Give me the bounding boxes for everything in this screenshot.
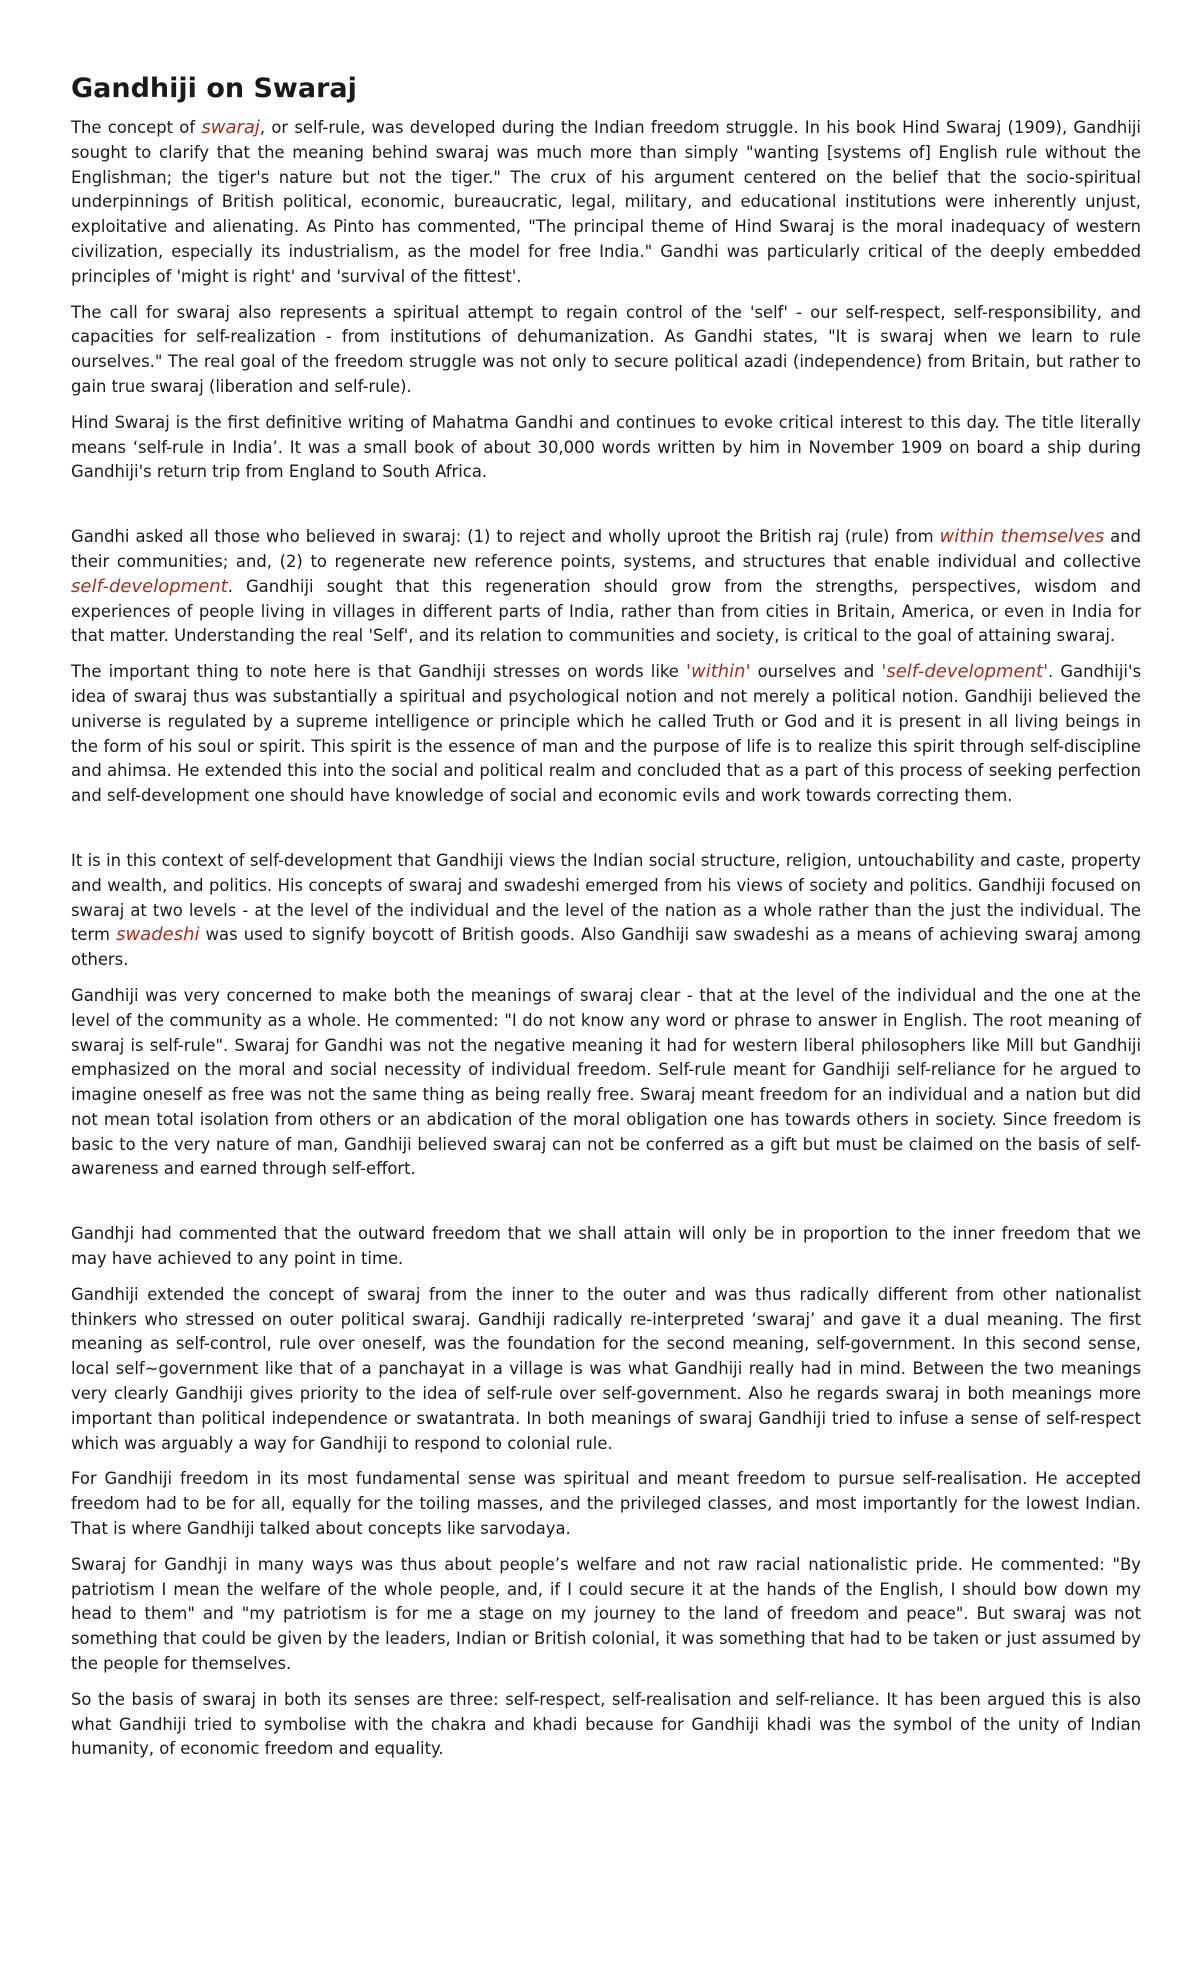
paragraph-12	[71, 1688, 1141, 1762]
paragraph-11	[71, 1553, 1141, 1677]
paragraph-text: So the basis of swaraj in both its senses are three: self-respect, self-realisation and self-reliance. It has been argued this is also what Gandhiji tried to symbolise with the chakra and khadi because for Gandhiji khadi was the symbol of the unity of Indian humanity, of economic freedom and equality.	[71, 1689, 1141, 1759]
highlighted-term: swadeshi	[116, 924, 200, 946]
paragraph-text: Gandhi asked all those who believed in swaraj: (1) to reject and wholly uproot the British raj (rule) from	[71, 527, 940, 547]
paragraph-text: For Gandhiji freedom in its most fundamental sense was spiritual and meant freedom to pursue self-realisation. He accepted freedom had to be for all, equally for the toiling masses, and the privileged classes, and most importantly for the lowest Indian. That is where Gandhiji talked about concepts like sarvodaya.	[71, 1469, 1141, 1539]
paragraph-7	[71, 984, 1141, 1182]
paragraph-text: . Gandhiji's idea of swaraj thus was substantially a spiritual and psychological notion and not merely a political notion. Gandhiji believed the universe is regulated by a supreme intelligence or principle which he called Truth or God and it is present in all living beings in the form of his soul or spirit. This spirit is the essence of man and the purpose of life is to realize this spirit through self-discipline and ahimsa. He extended this into the social and political realm and concluded that as a part of this process of seeking perfection and self-development one should have knowledge of social and economic evils and work towards correcting them.	[71, 662, 1141, 806]
paragraph-text: . Gandhiji sought that this regeneration should grow from the strengths, perspectives, wisdom and experiences of people living in villages in different parts of India, rather than from cities in Britain, America, or even in India for that matter. Understanding the real 'Self', and its relation to communities and society, is critical to the goal of attaining swaraj.	[71, 576, 1141, 646]
paragraph-text: The concept of	[71, 118, 202, 137]
paragraph-4	[71, 525, 1141, 649]
paragraph-8	[71, 1222, 1141, 1272]
paragraph-5	[71, 660, 1141, 809]
paragraph-text: Hind Swaraj is the first definitive writing of Mahatma Gandhi and continues to evoke critical interest to this day. The title literally means ‘self-rule in India’. It was a small book of about 30,000 words written by him in November 1909 on board a ship during Gandhiji's return trip from England to South Africa.	[71, 412, 1141, 482]
highlighted-term: swaraj	[201, 117, 260, 138]
paragraph-text: Gandhiji extended the concept of swaraj from the inner to the outer and was thus radically different from other nationalist thinkers who stressed on outer political swaraj. Gandhiji radically re-interpreted ‘swaraj’ and gave it a dual meaning. The first meaning as self-control, rule over oneself, was the foundation for the second meaning, self-government. In this second sense, local self~government like that of a panchayat in a village is was what Gandhiji really had in mind. Between the two meanings very clearly Gandhiji gives priority to the idea of self-rule over self-government. Also he regards swaraj in both meanings more important than political independence or swatantrata. In both meanings of swaraj Gandhiji tried to infuse a sense of self-respect which was arguably a way for Gandhiji to respond to colonial rule.	[71, 1284, 1141, 1453]
paragraph-text: Swaraj for Gandhji in many ways was thus about people’s welfare and not raw racial nationalistic pride. He commented: "By patriotism I mean the welfare of the whole people, and, if I could secure it at the hands of the English, I should bow down my head to them" and "my patriotism is for me a stage on my journey to the land of freedom and peace". But swaraj was not something that could be given by the leaders, Indian or British colonial, it was something that had to be taken or just assumed by the people for themselves.	[71, 1554, 1141, 1674]
paragraph-9	[71, 1283, 1141, 1457]
paragraph-text: Gandhji had commented that the outward freedom that we shall attain will only be in proportion to the inner freedom that we may have achieved to any point in time.	[71, 1224, 1141, 1269]
paragraph-10	[71, 1467, 1141, 1541]
highlighted-term: 'self-development'	[881, 661, 1049, 683]
paragraph-text: The important thing to note here is that Gandhiji stresses on words like	[71, 662, 687, 682]
article-body	[71, 116, 1141, 1762]
paragraph-2	[71, 301, 1141, 400]
paragraph-6	[71, 849, 1141, 973]
highlighted-term: 'within'	[686, 661, 751, 683]
paragraph-text: and their communities; and, (2) to regenerate new reference points, systems, and structures that enable individual and collective	[71, 527, 1141, 571]
paragraph-text: ourselves and	[750, 662, 882, 682]
paragraph-1	[71, 116, 1141, 290]
paragraph-text: Gandhiji was very concerned to make both the meanings of swaraj clear - that at the level of the individual and the one at the level of the community as a whole. He commented: "I do not know any word or phrase to answer in English. The root meaning of swaraj is self-rule". Swaraj for Gandhi was not the negative meaning it had for western liberal philosophers like Mill but Gandhiji emphasized on the moral and social necessity of individual freedom. Self-rule meant for Gandhiji self-reliance for he argued to imagine oneself as free was not the same thing as being really free. Swaraj meant freedom for an individual and a nation but did not mean total isolation from others or an abdication of the moral obligation one has towards others in society. Since freedom is basic to the very nature of man, Gandhiji believed swaraj can not be conferred as a gift but must be claimed on the basis of self-awareness and earned through self-effort.	[71, 985, 1141, 1179]
highlighted-term: within themselves	[939, 526, 1105, 548]
paragraph-text: It is in this context of self-development that Gandhiji views the Indian social structure, religion, untouchability and caste, property and wealth, and politics. His concepts of swaraj and swadeshi emerged from his views of society and politics. Gandhiji focused on swaraj at two levels - at the level of the individual and the level of the nation as a whole rather than the just the individual. The term	[71, 850, 1141, 945]
paragraph-3	[71, 411, 1141, 485]
paragraph-text: was used to signify boycott of British goods. Also Gandhiji saw swadeshi as a means of achieving swaraj among others.	[71, 925, 1141, 970]
page-title: Gandhiji on Swaraj	[71, 73, 357, 104]
paragraph-text: The call for swaraj also represents a spiritual attempt to regain control of the 'self' - our self-respect, self-responsibility, and capacities for self-realization - from institutions of dehumanization. As Gandhi states, "It is swaraj when we learn to rule ourselves." The real goal of the freedom struggle was not only to secure political azadi (independence) from Britain, but rather to gain true swaraj (liberation and self-rule).	[71, 302, 1141, 396]
document-page	[71, 72, 1141, 1773]
highlighted-term: self-development	[71, 575, 228, 597]
paragraph-text: , or self-rule, was developed during the Indian freedom struggle. In his book Hind Swaraj (1909), Gandhiji sought to clarify that the meaning behind swaraj was much more than simply "wanting [systems of] English rule without the Englishman; the tiger's nature but not the tiger." The crux of his argument centered on the belief that the socio-spiritual underpinnings of British political, economic, bureaucratic, legal, military, and educational institutions were inherently unjust, exploitative and alienating. As Pinto has commented, "The principal theme of Hind Swaraj is the moral inadequacy of western civilization, especially its industrialism, as the model for free India." Gandhi was particularly critical of the deeply embedded principles of 'might is right' and 'survival of the fittest'.	[71, 118, 1141, 286]
